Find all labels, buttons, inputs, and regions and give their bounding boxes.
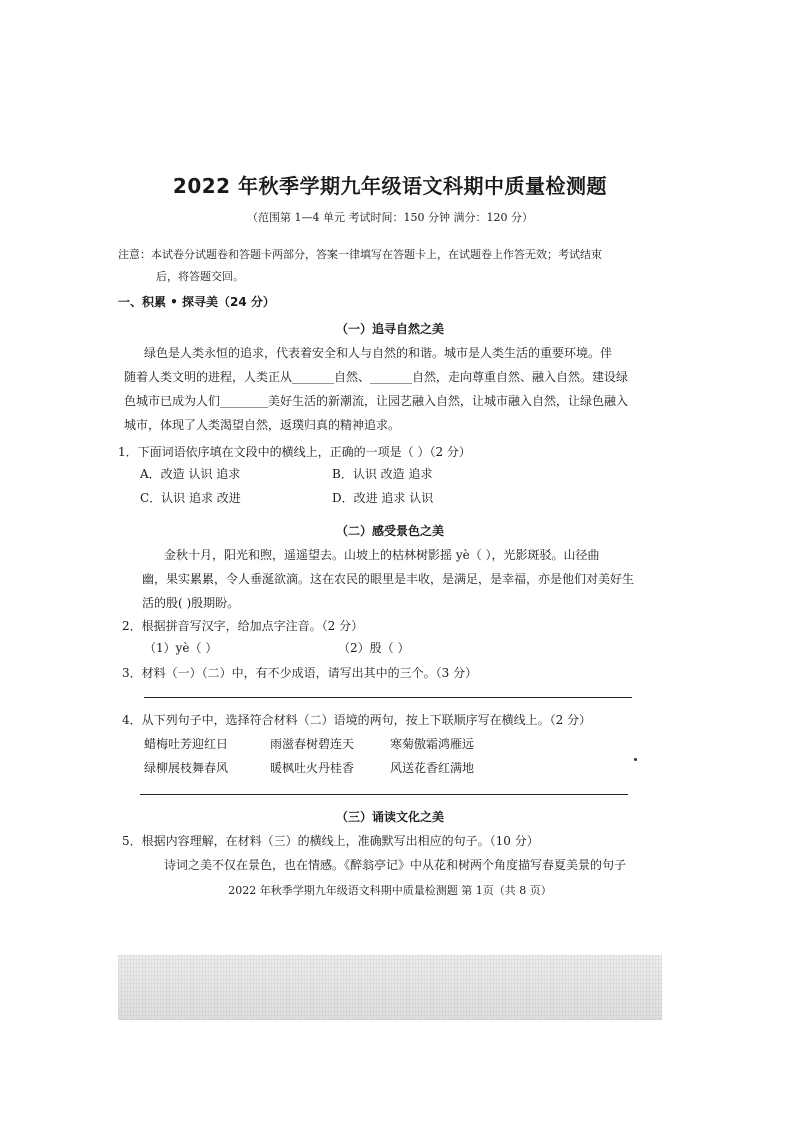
q1-option-c: C．认识 追求 改进 [140,491,241,505]
section2-line-3: 活的殷( )殷期盼。 [142,596,240,610]
part1-heading: 一、积累 • 探寻美（24 分） [118,295,275,309]
section2-line-1: 金秋十月，阳光和煦，遥遥望去。山坡上的枯林树影摇 yè（ ），光影斑驳。山径曲 [164,548,600,562]
section1-heading: （一）追寻自然之美 [335,322,444,336]
section1-line-2: 随着人类文明的进程，人类正从_______自然、_______自然，走向尊重自然、融入自然。建设绿 [124,370,629,384]
q1-stem: 1．下面词语依序填在文段中的横线上，正确的一项是（ ）（2 分） [118,445,471,459]
section3-heading: （三）诵读文化之美 [335,810,444,824]
section1-line-1: 绿色是人类永恒的追求，代表着安全和人与自然的和谐。城市是人类生活的重要环境。伴 [144,346,613,360]
q1-option-a: A．改造 认识 追求 [140,467,241,481]
page-footer: 2022 年秋季学期九年级语文科期中质量检测题 第 1页（共 8 页） [228,884,552,897]
q5-line: 诗词之美不仅在景色，也在情感。《醉翁亭记》中从花和树两个角度描写春夏美景的句子 [164,858,627,872]
exam-page [118,0,662,1020]
scan-dot [634,758,637,761]
notice-line-1: 注意：本试卷分试题卷和答题卡两部分，答案一律填写在答题卡上，在试题卷上作答无效；考试结束 [118,248,602,261]
q4-answer-line [140,794,628,795]
q4-option-4: 绿柳展枝舞春风 [144,761,229,775]
q1-option-b: B．认识 改造 追求 [332,467,433,481]
section1-line-3: 色城市已成为人们________美好生活的新潮流，让园艺融入自然，让城市融入自然，让绿色融入 [124,394,629,408]
q4-option-6: 风送花香红满地 [390,761,475,775]
q1-option-d: D．改进 追求 认识 [332,491,434,505]
q2-part-a: （1）yè（ ） [144,641,218,655]
q3-stem: 3．材料（一）（二）中，有不少成语，请写出其中的三个。（3 分） [122,666,478,680]
section2-heading: （二）感受景色之美 [335,524,444,538]
q4-option-3: 寒菊傲霜鸿雁远 [390,737,475,751]
q3-answer-line [144,697,632,698]
section1-line-4: 城市，体现了人类渴望自然，返璞归真的精神追求。 [124,418,401,432]
page-title: 2022 年秋季学期九年级语文科期中质量检测题 [172,174,608,198]
q4-option-2: 雨滋春树碧连天 [270,737,355,751]
q5-stem: 5．根据内容理解，在材料（三）的横线上，准确默写出相应的句子。（10 分） [122,834,539,848]
q2-part-b: （2）殷（ ） [338,641,410,655]
q4-option-1: 蜡梅吐芳迎红日 [144,737,229,751]
exam-subtitle: （范围第 1—4 单元 考试时间：150 分钟 满分：120 分） [247,211,533,224]
q2-stem: 2．根据拼音写汉字，给加点字注音。（2 分） [122,619,364,633]
section2-line-2: 幽，果实累累，令人垂涎欲滴。这在农民的眼里是丰收，是满足，是幸福，亦是他们对美好生 [142,572,635,586]
q4-option-5: 暖枫吐火丹桂香 [270,761,355,775]
notice-line-2: 后，将答题交回。 [156,270,244,283]
q4-stem: 4．从下列句子中，选择符合材料（二）语境的两句，按上下联顺序写在横线上。（2 分） [122,713,592,727]
